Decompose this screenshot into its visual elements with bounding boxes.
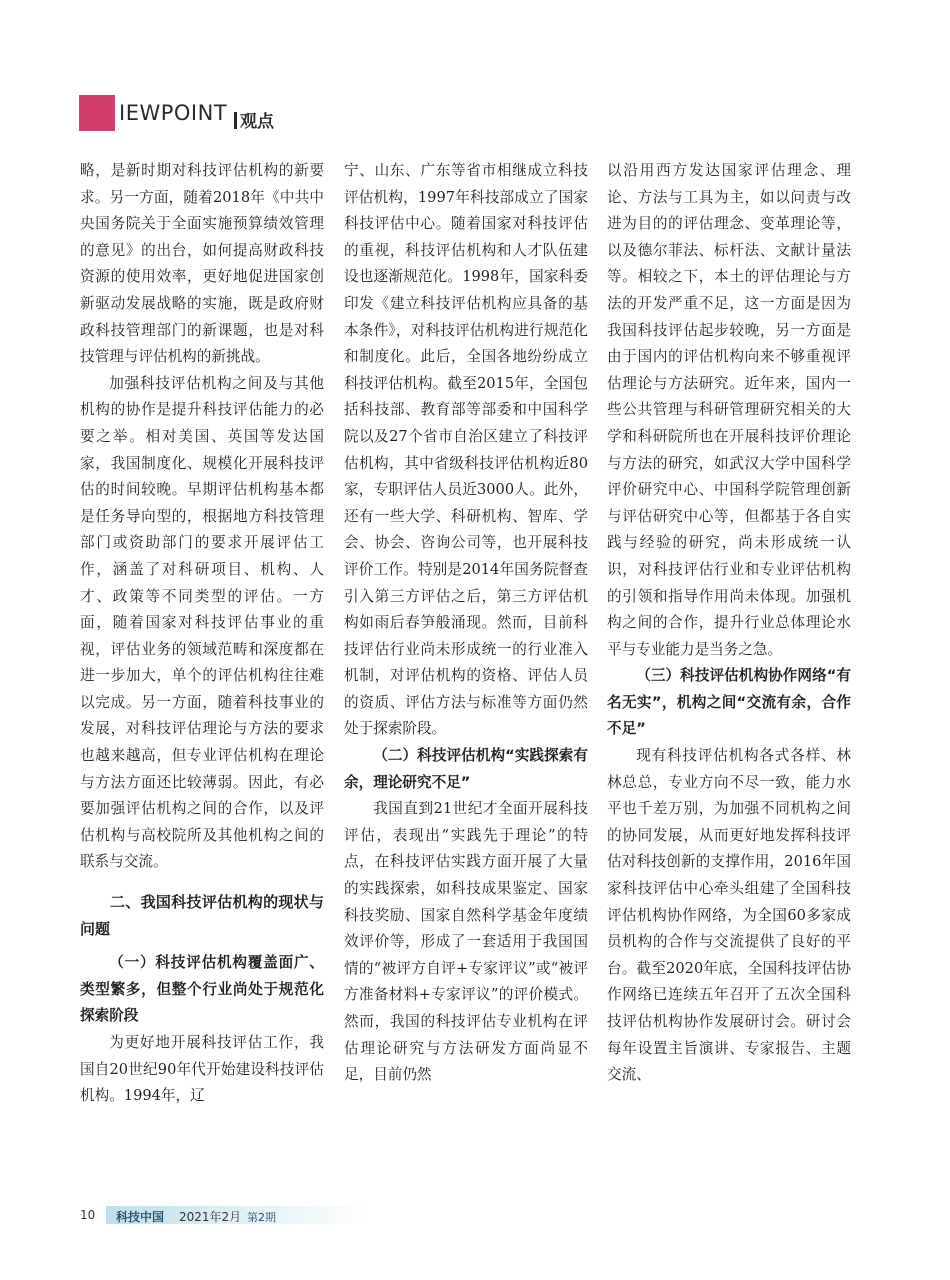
section-title: 观点 [240,112,274,132]
magazine-name: 科技中国 [116,1210,165,1224]
subsection-heading: （三）科技评估机构协作网络“有名无实”，机构之间“交流有余，合作不足” [607,667,851,738]
paragraph: 略，是新时期对科技评估机构的新要求。另一方面，随着2018年《中共中央国务院关于全面实施预算绩效管理的意见》的出台，如何提高财政科技资源的使用效率，更好地促进国家创新驱动发展战略的实施，既是政府财政科技管理部门的新课题，也是对科技管理与评估机构的新挑战。 [80,162,324,366]
section-marker-block [79,95,115,131]
section-header [79,95,379,135]
column-left [80,158,324,1110]
section-divider [234,112,237,129]
section-heading: 二、我国科技评估机构的现状与问题 [80,893,324,938]
paragraph: 现有科技评估机构各式各样、林林总总，专业方向不尽一致，能力水平也千差万别，为加强不同机构之间的协同发展，从而更好地发挥科技评估对科技创新的支撑作用，2016年国家科技评估中心牵头组建了全国科技评估机构协作网络，为全国60多家成员机构的合作与交流提供了良好的平台。截至2020年底，全国科技评估协作网络已连续五年召开了五次全国科技评估机构协作发展研讨会。研讨会每年设置主旨演讲、专家报告、主题交流、 [607,747,851,1084]
paragraph: 宁、山东、广东等省市相继成立科技评估机构，1997年科技部成立了国家科技评估中心。随着国家对科技评估的重视，科技评估机构和人才队伍建设也逐渐规范化。1998年，国家科委印发《建立科技评估机构应具备的基本条件》，对科技评估机构进行规范化和制度化。此后，全国各地纷纷成立科技评估机构。截至2015年，全国包括科技部、教育部等部委和中国科学院以及27个省市自治区建立了科技评估机构，其中省级科技评估机构近80家，专职评估人员近3000人。此外，还有一些大学、科研机构、智库、学会、协会、咨询公司等，也开展科技评价工作。特别是2014年国务院督查引入第三方评估之后，第三方评估机构如雨后春笋般涌现。然而，目前科技评估行业尚未形成统一的行业准入机制，对评估机构的资格、评估人员的资质、评估方法与标准等方面仍然处于探索阶段。 [344,162,588,738]
subsection-heading: （一）科技评估机构覆盖面广、类型繁多，但整个行业尚处于规范化探索阶段 [80,954,324,1025]
page-footer [80,1206,480,1226]
column-right [607,158,851,1089]
page-number: 10 [80,1208,96,1222]
issue-date: 2021年2月 [179,1210,242,1224]
subsection-heading: （二）科技评估机构“实践探索有余，理论研究不足” [344,747,588,791]
section-brand: IEWPOINT [119,101,228,125]
paragraph: 加强科技评估机构之间及与其他机构的协作是提升科技评估能力的必要之举。相对美国、英国等发达国家，我国制度化、规模化开展科技评估的时间较晚。早期评估机构基本都是任务导向型的，根据地方科技管理部门或资助部门的要求开展评估工作，涵盖了对科研项目、机构、人才、政策等不同类型的评估。一方面，随着国家对科技评估事业的重视，评估业务的领域范畴和深度都在进一步加大，单个的评估机构往往难以完成。另一方面，随着科技事业的发展，对科技评估理论与方法的要求也越来越高，但专业评估机构在理论与方法方面还比较薄弱。因此，有必要加强评估机构之间的合作，以及评估机构与高校院所及其他机构之间的联系与交流。 [80,374,324,871]
column-middle [344,158,588,1089]
paragraph: 我国直到21世纪才全面开展科技评估，表现出“实践先于理论”的特点，在科技评估实践方面开展了大量的实践探索，如科技成果鉴定、国家科技奖励、国家自然科学基金年度绩效评价等，形成了一套适用于我国国情的“被评方自评+专家评议”或“被评方准备材料+专家评议”的评价模式。然而，我国的科技评估专业机构在评估理论研究与方法研发方面尚显不足，目前仍然 [344,800,588,1084]
paragraph: 以沿用西方发达国家评估理念、理论、方法与工具为主，如以问责与改进为目的的评估理念、变革理论等，以及德尔菲法、标杆法、文献计量法等。相较之下，本土的评估理论与方法的开发严重不足，这一方面是因为我国科技评估起步较晚，另一方面是由于国内的评估机构向来不够重视评估理论与方法研究。近年来，国内一些公共管理与科研管理研究相关的大学和科研院所也在开展科技评价理论与方法的研究，如武汉大学中国科学评价研究中心、中国科学院管理创新与评估研究中心等，但都基于各自实践与经验的研究，尚未形成统一认识，对科技评估行业和专业评估机构的引领和指导作用尚未体现。加强机构之间的合作，提升行业总体理论水平与专业能力是当务之急。 [607,162,851,658]
issue-number: 第2期 [247,1211,276,1224]
paragraph: 为更好地开展科技评估工作，我国自20世纪90年代开始建设科技评估机构。1994年，辽 [80,1034,324,1105]
